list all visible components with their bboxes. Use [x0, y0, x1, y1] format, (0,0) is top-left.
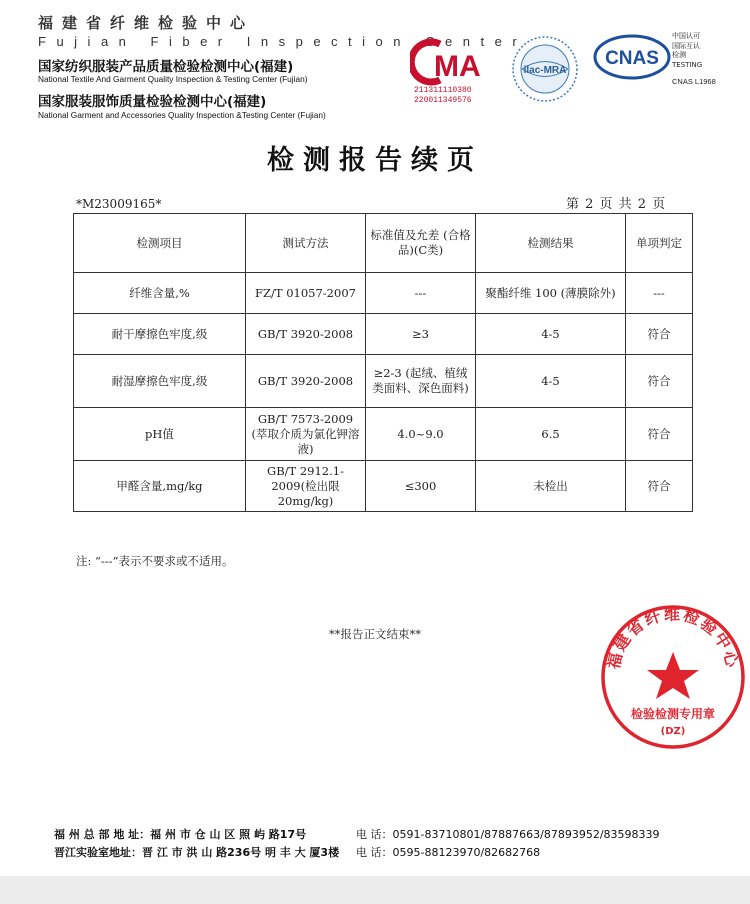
header-cell: 标准值及允差 (合格品)(C类)	[366, 214, 476, 273]
cell-result: 6.5	[476, 408, 626, 461]
table-row	[74, 355, 693, 408]
table-row	[74, 314, 693, 355]
cell-result: 聚酯纤维 100 (薄膜除外)	[476, 273, 626, 314]
cnas-side-line: 中国认可	[672, 32, 700, 40]
org-name-en: Fujian Fiber Inspection Center	[38, 34, 528, 49]
lab-label: 晋江实验室地址：	[54, 846, 142, 859]
cell-standard: ≤300	[366, 461, 476, 512]
center1-name-cn: 国家纺织服装产品质量检验检测中心(福建)	[38, 59, 294, 75]
hq-label: 福 州 总 部 地 址：	[54, 828, 151, 841]
cnas-side-line: 国际互认	[672, 41, 700, 50]
cell-item: 甲醛含量,mg/kg	[74, 461, 246, 512]
hq-phone: 电 话：0591-83710801/87887663/87893952/83598339	[356, 828, 660, 841]
cnas-side-text	[672, 32, 702, 70]
table-row	[74, 408, 693, 461]
cell-item: 纤维含量,%	[74, 273, 246, 314]
seal-top-text: 福建省纤维检验中心	[603, 604, 743, 671]
table-header-row	[74, 214, 693, 273]
table-row	[74, 461, 693, 512]
cell-verdict: 符合	[626, 355, 693, 408]
cell-verdict: ---	[626, 273, 693, 314]
table-note: 注: “---”表示不要求或不适用。	[76, 554, 234, 568]
seal-code: (DZ)	[660, 726, 686, 737]
cell-item: 耐干摩擦色牢度,级	[74, 314, 246, 355]
footer-lab-line	[54, 844, 541, 860]
hq-address: 福 州 市 仓 山 区 照 屿 路17号	[150, 828, 307, 841]
cnas-side-line: TESTING	[672, 60, 703, 69]
center2-name-cn: 国家服装服饰质量检验检测中心(福建)	[38, 94, 267, 110]
cell-method: GB/T 7573-2009 (萃取介质为氯化钾溶液)	[246, 408, 366, 461]
report-title: 检测报告续页	[267, 145, 483, 176]
cell-verdict: 符合	[626, 408, 693, 461]
cnas-logo-text: CNAS	[605, 48, 659, 69]
cell-result: 4-5	[476, 355, 626, 408]
cell-method: GB/T 3920-2008	[246, 314, 366, 355]
cell-standard: 4.0~9.0	[366, 408, 476, 461]
star-icon	[647, 652, 699, 699]
cnas-code: CNAS L1968	[672, 77, 716, 86]
cell-standard: ≥3	[366, 314, 476, 355]
cell-standard: ≥2-3 (起绒、植绒类面料、深色面料)	[366, 355, 476, 408]
cell-item: 耐湿摩擦色牢度,级	[74, 355, 246, 408]
center1-name-en: National Textile And Garment Quality Inspection & Testing Center (Fujian)	[38, 74, 308, 84]
cell-result: 4-5	[476, 314, 626, 355]
header-cell: 检测项目	[74, 214, 246, 273]
cell-method: GB/T 2912.1-2009(检出限20mg/kg)	[246, 461, 366, 512]
header-cell: 测试方法	[246, 214, 366, 273]
cell-verdict: 符合	[626, 314, 693, 355]
bottom-band	[0, 876, 750, 904]
header-cell: 单项判定	[626, 214, 693, 273]
footer-hq-line	[54, 826, 660, 842]
report-number: *M23009165*	[76, 197, 162, 211]
seal-bottom-text: 检验检测专用章	[630, 707, 716, 721]
cell-result: 未检出	[476, 461, 626, 512]
cma-number-1: 211311110380	[414, 86, 472, 95]
header-cell: 检测结果	[476, 214, 626, 273]
org-name-cn: 福建省纤维检验中心	[38, 14, 255, 32]
cell-standard: ---	[366, 273, 476, 314]
end-of-report-mark: **报告正文结束**	[329, 627, 421, 641]
center2-name-en: National Garment and Accessories Quality Inspection &Testing Center (Fujian)	[38, 110, 326, 120]
cnas-side-line: 检测	[672, 51, 686, 59]
results-table	[73, 213, 693, 512]
cell-item: pH值	[74, 408, 246, 461]
ilac-logo-text: ilac-MRA	[523, 65, 567, 76]
cell-verdict: 符合	[626, 461, 693, 512]
ilac-mra-logo	[510, 34, 580, 104]
official-seal	[600, 604, 746, 750]
lab-address: 晋 江 市 洪 山 路236号 明 丰 大 厦3楼	[142, 846, 340, 859]
page-number: 第 2 页 共 2 页	[566, 197, 667, 212]
cma-numbers	[414, 86, 472, 106]
cma-number-2: 220011349576	[414, 96, 472, 105]
cnas-logo	[593, 34, 671, 80]
cell-method: FZ/T 01057-2007	[246, 273, 366, 314]
lab-phone: 电 话：0595-88123970/82682768	[356, 846, 541, 859]
table-row	[74, 273, 693, 314]
cell-method: GB/T 3920-2008	[246, 355, 366, 408]
cma-logo-text: MA	[434, 50, 481, 83]
